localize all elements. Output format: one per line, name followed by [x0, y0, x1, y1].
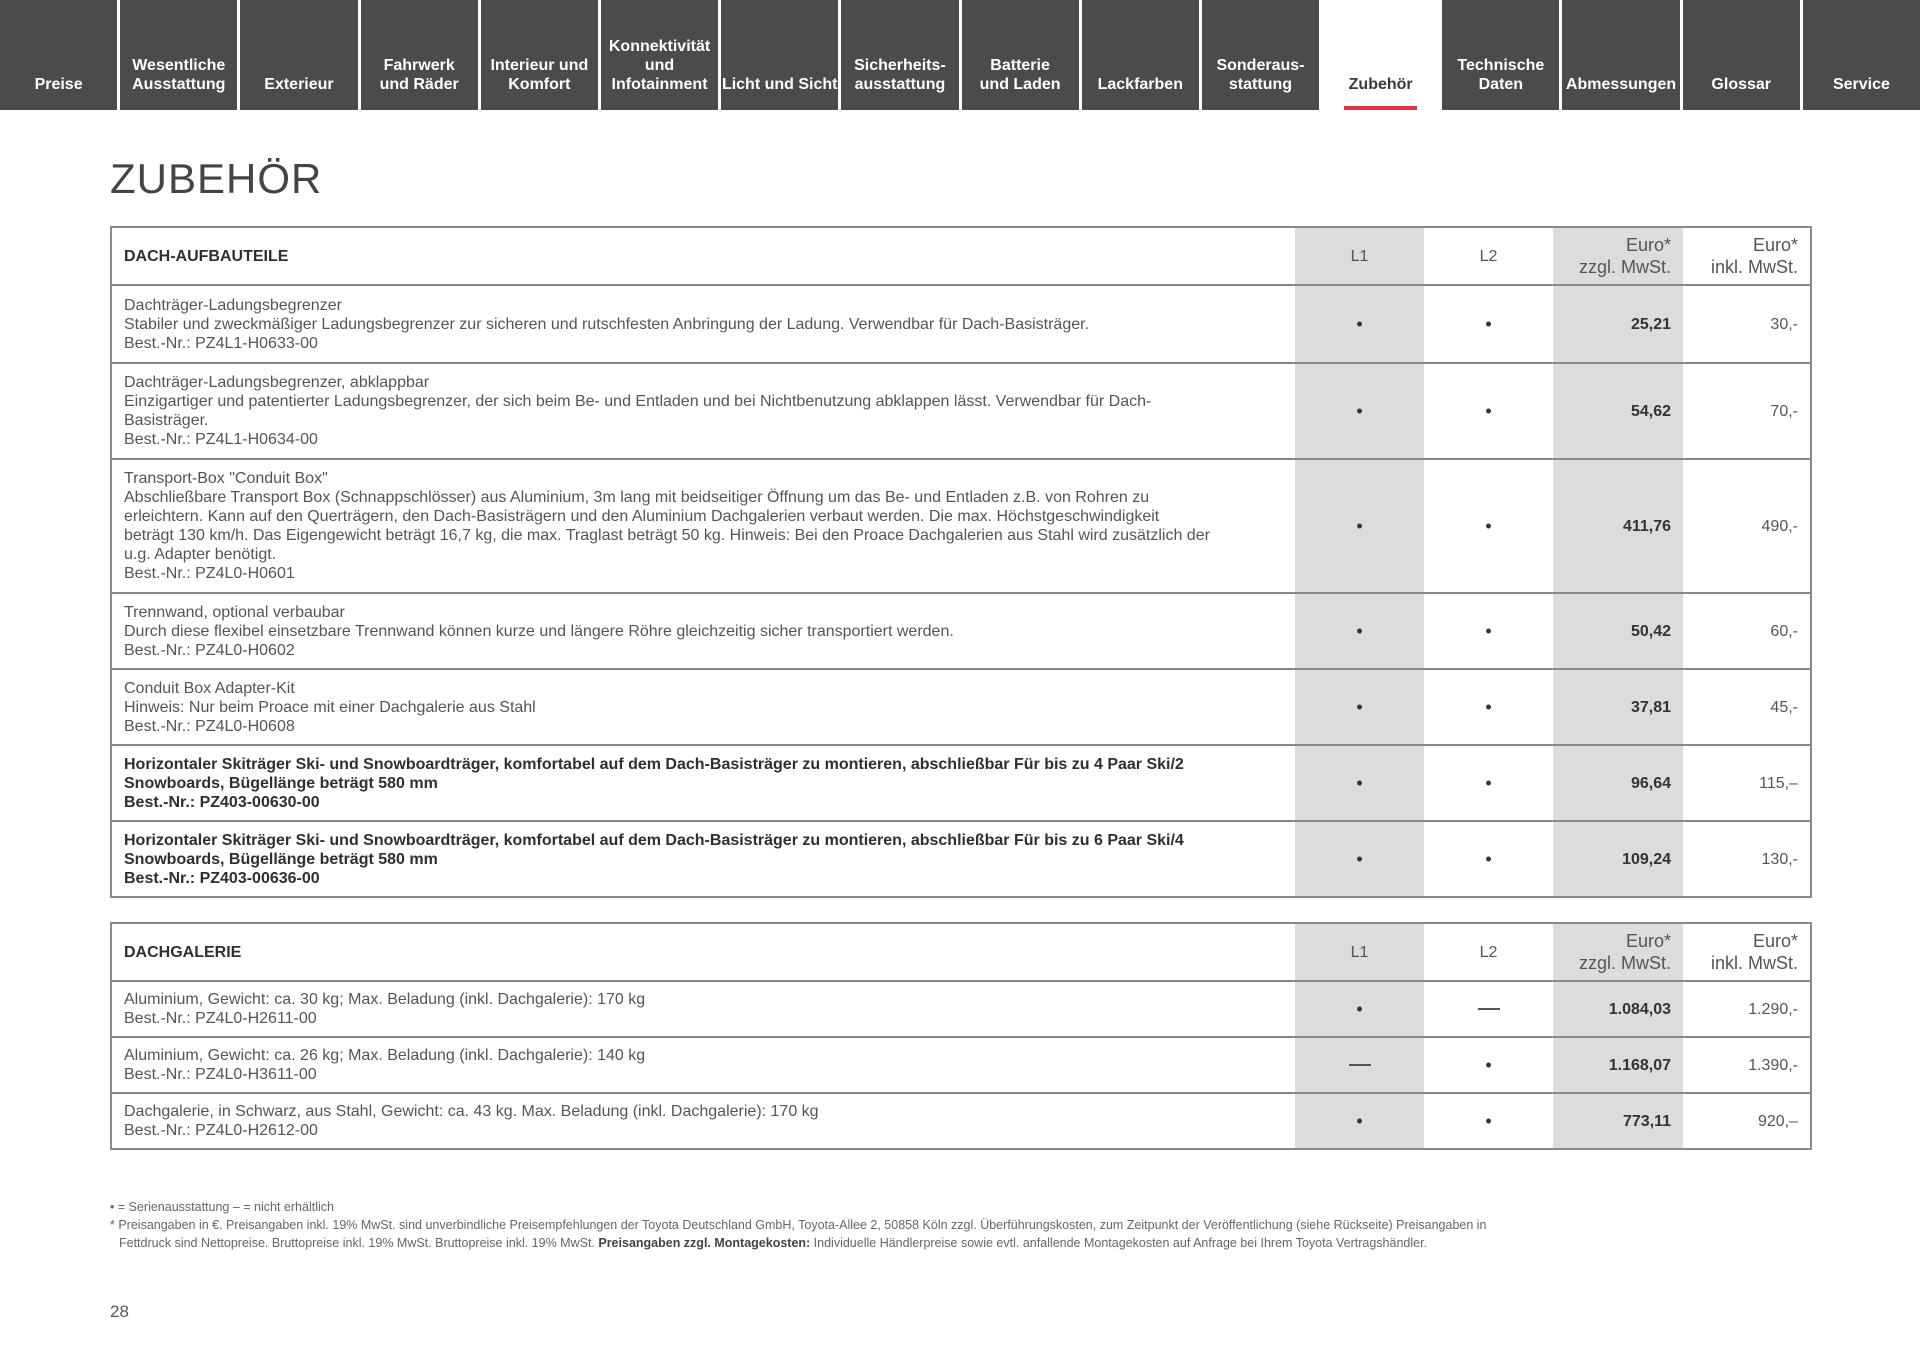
- gross-price: 70,-: [1683, 364, 1810, 458]
- footnote-line2-post: Individuelle Händlerpreise sowie evtl. anfallende Montagekosten auf Anfrage bei Ihrem Toyota Vertragshändler.: [810, 1236, 1428, 1250]
- item-description: [112, 1094, 1295, 1148]
- nav-tab-8[interactable]: Batterie und Laden: [962, 0, 1079, 110]
- availability-l1: [1295, 1038, 1424, 1092]
- description-line: Dachträger-Ladungsbegrenzer, abklappbar: [124, 374, 430, 391]
- col-header-gross-price: [1683, 924, 1810, 980]
- item-description: [112, 822, 1295, 896]
- gross-price: 130,-: [1683, 822, 1810, 896]
- page-title: ZUBEHÖR: [110, 155, 323, 202]
- description-line: Horizontaler Skiträger Ski- und Snowboardträger, komfortabel auf dem Dach-Basisträger zu montieren, abschließbar Für bis zu 4 Paar Ski/2: [124, 755, 1184, 773]
- description-line: Best.-Nr.: PZ4L0-H0601: [124, 565, 295, 582]
- availability-l2: [1424, 1038, 1553, 1092]
- nav-tab-9[interactable]: Lackfarben: [1082, 0, 1199, 110]
- description-line: Best.-Nr.: PZ4L0-H3611-00: [124, 1066, 317, 1083]
- availability-l1: [1295, 982, 1424, 1036]
- gross-price: 490,-: [1683, 460, 1810, 592]
- description-line: u.g. Adapter benötigt.: [124, 546, 277, 563]
- availability-l2: [1424, 746, 1553, 820]
- gross-price: 115,–: [1683, 746, 1810, 820]
- table-row: [112, 284, 1810, 362]
- col-header-net-price: [1553, 924, 1683, 980]
- table-row: [112, 458, 1810, 592]
- table-row: [112, 980, 1810, 1036]
- description-line: erleichtern. Kann auf den Querträgern, den Dach-Basisträgern und den Aluminium Dachgalerien verbaut werden. Die max. Höchstgeschwindigkeit: [124, 508, 1160, 525]
- gross-price: 1.290,-: [1683, 982, 1810, 1036]
- description-line: Stabiler und zweckmäßiger Ladungsbegrenzer zur sicheren und rutschfesten Anbringung der Ladung. Verwendbar für Dach-Basisträger.: [124, 315, 1090, 333]
- availability-l1: [1295, 822, 1424, 896]
- item-description: [112, 746, 1295, 820]
- table-row: [112, 668, 1810, 744]
- net-price-sub: zzgl. MwSt.: [1578, 953, 1671, 973]
- net-price: 50,42: [1553, 594, 1683, 668]
- footnotes: [110, 1198, 1810, 1252]
- description-line: Snowboards, Bügellänge beträgt 580 mm: [124, 774, 438, 792]
- l2-standard-dot: •: [1485, 400, 1492, 421]
- item-description: [112, 982, 1295, 1036]
- net-price: 37,81: [1553, 670, 1683, 744]
- availability-l2: [1424, 1094, 1553, 1148]
- gross-price: 60,-: [1683, 594, 1810, 668]
- nav-tab-15[interactable]: Service: [1803, 0, 1920, 110]
- description-line: Best.-Nr.: PZ4L0-H2612-00: [124, 1122, 318, 1139]
- gross-price: 920,–: [1683, 1094, 1810, 1148]
- table-dach-aufbauteile: [110, 226, 1812, 898]
- item-description: [112, 286, 1295, 362]
- nav-tab-14[interactable]: Glossar: [1683, 0, 1800, 110]
- top-navigation: [0, 0, 1920, 110]
- description-line: Aluminium, Gewicht: ca. 26 kg; Max. Beladung (inkl. Dachgalerie): 140 kg: [124, 1047, 646, 1064]
- gross-price: 45,-: [1683, 670, 1810, 744]
- availability-l1: [1295, 364, 1424, 458]
- nav-tab-5[interactable]: Konnektivität und Infotainment: [601, 0, 718, 110]
- l2-not-available-dash: [1478, 1008, 1500, 1010]
- nav-tab-6[interactable]: Licht und Sicht: [721, 0, 838, 110]
- col-header-net-price: [1553, 228, 1683, 284]
- gross-price-label: Euro*: [1752, 931, 1798, 951]
- section-title: DACH-AUFBAUTEILE: [124, 247, 289, 265]
- gross-price-sub: inkl. MwSt.: [1710, 953, 1798, 973]
- col-header-l2: L2: [1424, 228, 1553, 284]
- availability-l2: [1424, 670, 1553, 744]
- page-number: 28: [110, 1302, 129, 1321]
- item-description: [112, 670, 1295, 744]
- nav-tab-11[interactable]: Zubehör: [1322, 0, 1439, 110]
- table-row: [112, 744, 1810, 820]
- l2-standard-dot: •: [1485, 1054, 1492, 1075]
- section-title: DACHGALERIE: [124, 943, 242, 961]
- net-price: 1.168,07: [1553, 1038, 1683, 1092]
- description-line: Abschließbare Transport Box (Schnappschlösser) aus Aluminium, 3m lang mit beidseitiger Öffnung um das Be- und Entladen z.B. von Rohren zu: [124, 489, 1150, 506]
- table-row: [112, 1092, 1810, 1148]
- availability-l2: [1424, 286, 1553, 362]
- table-header-row: [112, 228, 1810, 284]
- net-price: 411,76: [1553, 460, 1683, 592]
- availability-l1: [1295, 594, 1424, 668]
- net-price: 25,21: [1553, 286, 1683, 362]
- net-price: 1.084,03: [1553, 982, 1683, 1036]
- description-line: Snowboards, Bügellänge beträgt 580 mm: [124, 850, 438, 868]
- footnote-line2-bold: Preisangaben zzgl. Montagekosten:: [598, 1236, 811, 1250]
- description-line: Einzigartiger und patentierter Ladungsbegrenzer, der sich beim Be- und Entladen und bei Nichtbenutzung abklappen lässt. Verwendbar für Dach-: [124, 393, 1152, 410]
- table-row: [112, 1036, 1810, 1092]
- description-line: Basisträger.: [124, 412, 209, 429]
- net-price: 96,64: [1553, 746, 1683, 820]
- availability-l1: [1295, 286, 1424, 362]
- description-line: Horizontaler Skiträger Ski- und Snowboardträger, komfortabel auf dem Dach-Basisträger zu montieren, abschließbar Für bis zu 6 Paar Ski/4: [124, 831, 1184, 849]
- net-price: 54,62: [1553, 364, 1683, 458]
- gross-price: 30,-: [1683, 286, 1810, 362]
- description-line: Dachgalerie, in Schwarz, aus Stahl, Gewicht: ca. 43 kg. Max. Beladung (inkl. Dachgalerie): 170 kg: [124, 1103, 819, 1120]
- table-row: [112, 592, 1810, 668]
- l1-standard-dot: •: [1356, 620, 1363, 641]
- l2-standard-dot: •: [1485, 1110, 1492, 1131]
- nav-tab-4[interactable]: Interieur und Komfort: [481, 0, 598, 110]
- availability-l1: [1295, 1094, 1424, 1148]
- description-line: Durch diese flexibel einsetzbare Trennwand können kurze und längere Röhre gleichzeitig sicher transportiert werden.: [124, 622, 954, 640]
- nav-tab-7[interactable]: Sicherheits- ausstattung: [841, 0, 958, 110]
- l1-standard-dot: •: [1356, 848, 1363, 869]
- description-line: Best.-Nr.: PZ4L1-H0634-00: [124, 431, 318, 448]
- col-header-gross-price: [1683, 228, 1810, 284]
- net-price-sub: zzgl. MwSt.: [1578, 257, 1671, 277]
- item-description: [112, 364, 1295, 458]
- l1-standard-dot: •: [1356, 515, 1363, 536]
- l1-standard-dot: •: [1356, 998, 1363, 1019]
- footnote-prices-line1: * Preisangaben in €. Preisangaben inkl. 19% MwSt. sind unverbindliche Preisempfehlungen der Toyota Deutschland GmbH, Toyota-Allee 2, 50858 Köln zzgl. Überführungskosten, zum Zeitpunkt der Veröffentlichung (siehe Rückseite) Preisangaben in: [110, 1218, 1487, 1232]
- table-dachgalerie: [110, 922, 1812, 1150]
- nav-tab-13[interactable]: Abmessungen: [1562, 0, 1679, 110]
- description-line: Best.-Nr.: PZ4L0-H2611-00: [124, 1010, 317, 1027]
- availability-l2: [1424, 594, 1553, 668]
- item-description: [112, 460, 1295, 592]
- net-price: 109,24: [1553, 822, 1683, 896]
- description-line: Conduit Box Adapter-Kit: [124, 679, 295, 697]
- col-header-l1: L1: [1295, 924, 1424, 980]
- availability-l2: [1424, 364, 1553, 458]
- table-row: [112, 362, 1810, 458]
- description-line: Aluminium, Gewicht: ca. 30 kg; Max. Beladung (inkl. Dachgalerie): 170 kg: [124, 991, 646, 1008]
- description-line: beträgt 130 km/h. Das Eigengewicht beträgt 16,7 kg, die max. Traglast beträgt 50 kg. Hinweis: Bei den Proace Dachgalerien aus Stahl wird zusätzlich der: [124, 527, 1210, 544]
- description-line: Best.-Nr.: PZ4L0-H0608: [124, 717, 295, 735]
- footnote-prices-line2: [110, 1234, 1810, 1252]
- nav-tab-0[interactable]: Preise: [0, 0, 117, 110]
- availability-l2: [1424, 460, 1553, 592]
- l1-not-available-dash: [1349, 1064, 1371, 1066]
- l1-standard-dot: •: [1356, 1110, 1363, 1131]
- availability-l1: [1295, 460, 1424, 592]
- l2-standard-dot: •: [1485, 515, 1492, 536]
- availability-l2: [1424, 982, 1553, 1036]
- gross-price: 1.390,-: [1683, 1038, 1810, 1092]
- net-price-label: Euro*: [1625, 235, 1671, 255]
- l1-standard-dot: •: [1356, 696, 1363, 717]
- l1-standard-dot: •: [1356, 772, 1363, 793]
- footnote-line2-pre: Fettdruck sind Nettopreise. Bruttopreise inkl. 19% MwSt. Bruttopreise inkl. 19% MwSt.: [119, 1236, 599, 1250]
- table-header-row: [112, 924, 1810, 980]
- table-row: [112, 820, 1810, 896]
- l1-standard-dot: •: [1356, 400, 1363, 421]
- description-line: Best.-Nr.: PZ4L0-H0602: [124, 641, 295, 659]
- nav-tab-12[interactable]: Technische Daten: [1442, 0, 1559, 110]
- gross-price-label: Euro*: [1752, 235, 1798, 255]
- availability-l1: [1295, 670, 1424, 744]
- l2-standard-dot: •: [1485, 313, 1492, 334]
- net-price: 773,11: [1553, 1094, 1683, 1148]
- description-line: Best.-Nr.: PZ403-00630-00: [124, 793, 320, 811]
- nav-tab-1[interactable]: Wesentliche Ausstattung: [120, 0, 237, 110]
- footnote-legend: • = Serienausstattung – = nicht erhältlich: [110, 1200, 334, 1214]
- availability-l1: [1295, 746, 1424, 820]
- description-line: Trennwand, optional verbaubar: [124, 603, 345, 621]
- l2-standard-dot: •: [1485, 848, 1492, 869]
- l2-standard-dot: •: [1485, 620, 1492, 641]
- nav-tab-2[interactable]: Exterieur: [240, 0, 357, 110]
- description-line: Best.-Nr.: PZ403-00636-00: [124, 869, 320, 887]
- col-header-l2: L2: [1424, 924, 1553, 980]
- item-description: [112, 594, 1295, 668]
- nav-tab-10[interactable]: Sonderaus- stattung: [1202, 0, 1319, 110]
- l2-standard-dot: •: [1485, 772, 1492, 793]
- description-line: Dachträger-Ladungsbegrenzer: [124, 296, 342, 314]
- description-line: Hinweis: Nur beim Proace mit einer Dachgalerie aus Stahl: [124, 698, 536, 716]
- col-header-l1: L1: [1295, 228, 1424, 284]
- net-price-label: Euro*: [1625, 931, 1671, 951]
- gross-price-sub: inkl. MwSt.: [1710, 257, 1798, 277]
- item-description: [112, 1038, 1295, 1092]
- l1-standard-dot: •: [1356, 313, 1363, 334]
- availability-l2: [1424, 822, 1553, 896]
- nav-tab-3[interactable]: Fahrwerk und Räder: [361, 0, 478, 110]
- l2-standard-dot: •: [1485, 696, 1492, 717]
- description-line: Transport-Box "Conduit Box": [124, 470, 328, 487]
- description-line: Best.-Nr.: PZ4L1-H0633-00: [124, 334, 318, 352]
